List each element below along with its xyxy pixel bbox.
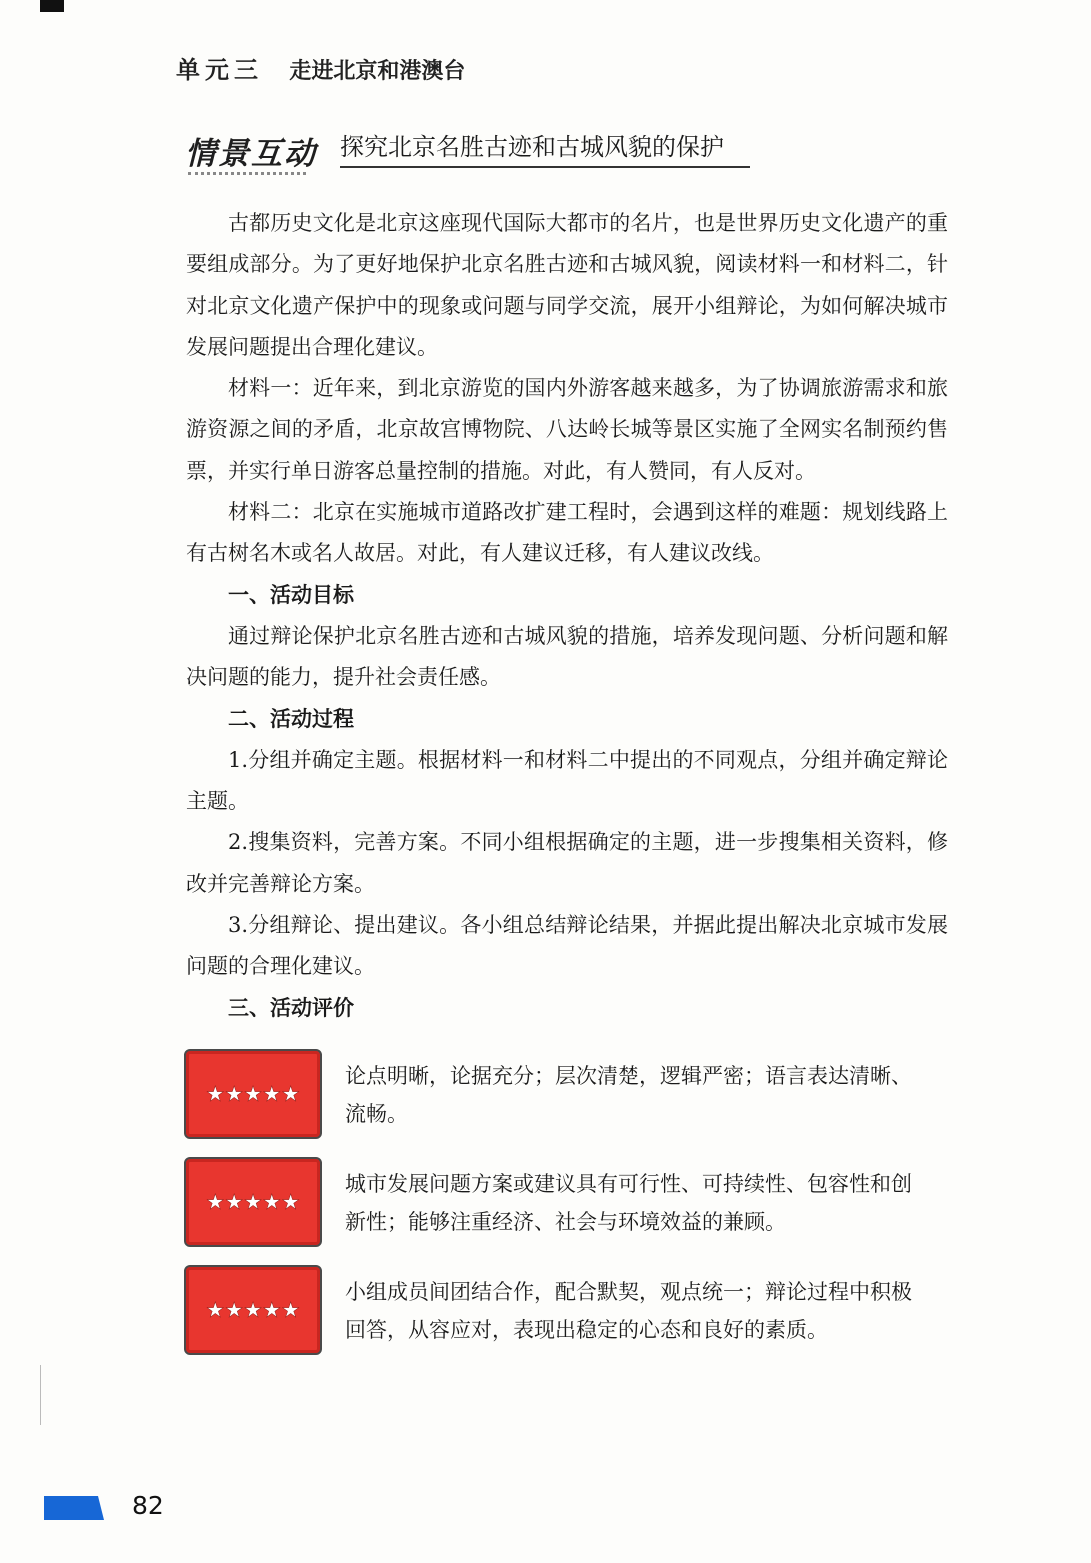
main-content (186, 203, 948, 1029)
process-heading: 二、活动过程 (228, 706, 354, 731)
page-number: 82 (132, 1491, 164, 1520)
evaluation-criterion-text: 论点明晰，论据充分；层次清楚，逻辑严密；语言表达清晰、流畅。 (345, 1064, 912, 1126)
intro-paragraph: 古都历史文化是北京这座现代国际大都市的名片，也是世界历史文化遗产的重要组成部分。为了更好地保护北京名胜古迹和古城风貌，阅读材料一和材料二，针对北京文化遗产保护中的现象或问题与同学交流，展开小组辩论，为如何解决城市发展问题提出合理化建议。 (186, 211, 948, 359)
page-tab-marker (44, 1496, 104, 1520)
five-star-badge (184, 1049, 322, 1139)
margin-rule (40, 1365, 41, 1425)
section-tag-underline (188, 172, 306, 175)
evaluation-criterion-text: 城市发展问题方案或建议具有可行性、可持续性、包容性和创新性；能够注重经济、社会与环境效益的兼顾。 (345, 1172, 912, 1234)
evaluation-item (184, 1265, 954, 1355)
unit-title: 走进北京和港澳台 (289, 59, 466, 84)
material-two-paragraph: 材料二：北京在实施城市道路改扩建工程时，会遇到这样的难题：规划线路上有古树名木或名人故居。对此，有人建议迁移，有人建议改线。 (186, 500, 948, 566)
evaluation-list (184, 1049, 954, 1373)
section-title: 探究北京名胜古迹和古城风貌的保护 (340, 128, 750, 168)
process-step-1: 1.分组并确定主题。根据材料一和材料二中提出的不同观点，分组并确定辩论主题。 (186, 747, 948, 814)
material-one-paragraph: 材料一：近年来，到北京游览的国内外游客越来越多，为了协调旅游需求和旅游资源之间的矛盾，北京故宫博物院、八达岭长城等景区实施了全网实名制预约售票，并实行单日游客总量控制的措施。对此，有人赞同，有人反对。 (186, 376, 948, 483)
goal-paragraph: 通过辩论保护北京名胜古迹和古城风貌的措施，培养发现问题、分析问题和解决问题的能力，提升社会责任感。 (186, 623, 948, 690)
unit-label: 单元三 (176, 56, 263, 84)
process-step-3: 3.分组辩论、提出建议。各小组总结辩论结果，并据此提出解决北京城市发展问题的合理化建议。 (186, 913, 948, 979)
evaluation-heading: 三、活动评价 (228, 995, 354, 1020)
five-stars-icon: ★★★★★ (205, 1189, 301, 1214)
five-stars-icon: ★★★★★ (205, 1297, 301, 1322)
section-tag: 情景互动 (185, 136, 317, 172)
evaluation-criterion-text: 小组成员间团结合作，配合默契，观点统一；辩论过程中积极回答，从容应对，表现出稳定的心态和良好的素质。 (345, 1280, 912, 1342)
unit-header (176, 50, 465, 85)
corner-mark (40, 0, 64, 12)
five-stars-icon: ★★★★★ (205, 1081, 301, 1106)
process-step-2: 2.搜集资料，完善方案。不同小组根据确定的主题，进一步搜集相关资料，修改并完善辩论方案。 (186, 830, 948, 896)
five-star-badge (184, 1265, 322, 1355)
evaluation-item (184, 1157, 954, 1247)
five-star-badge (184, 1157, 322, 1247)
evaluation-item (184, 1049, 954, 1139)
goal-heading: 一、活动目标 (228, 582, 354, 607)
